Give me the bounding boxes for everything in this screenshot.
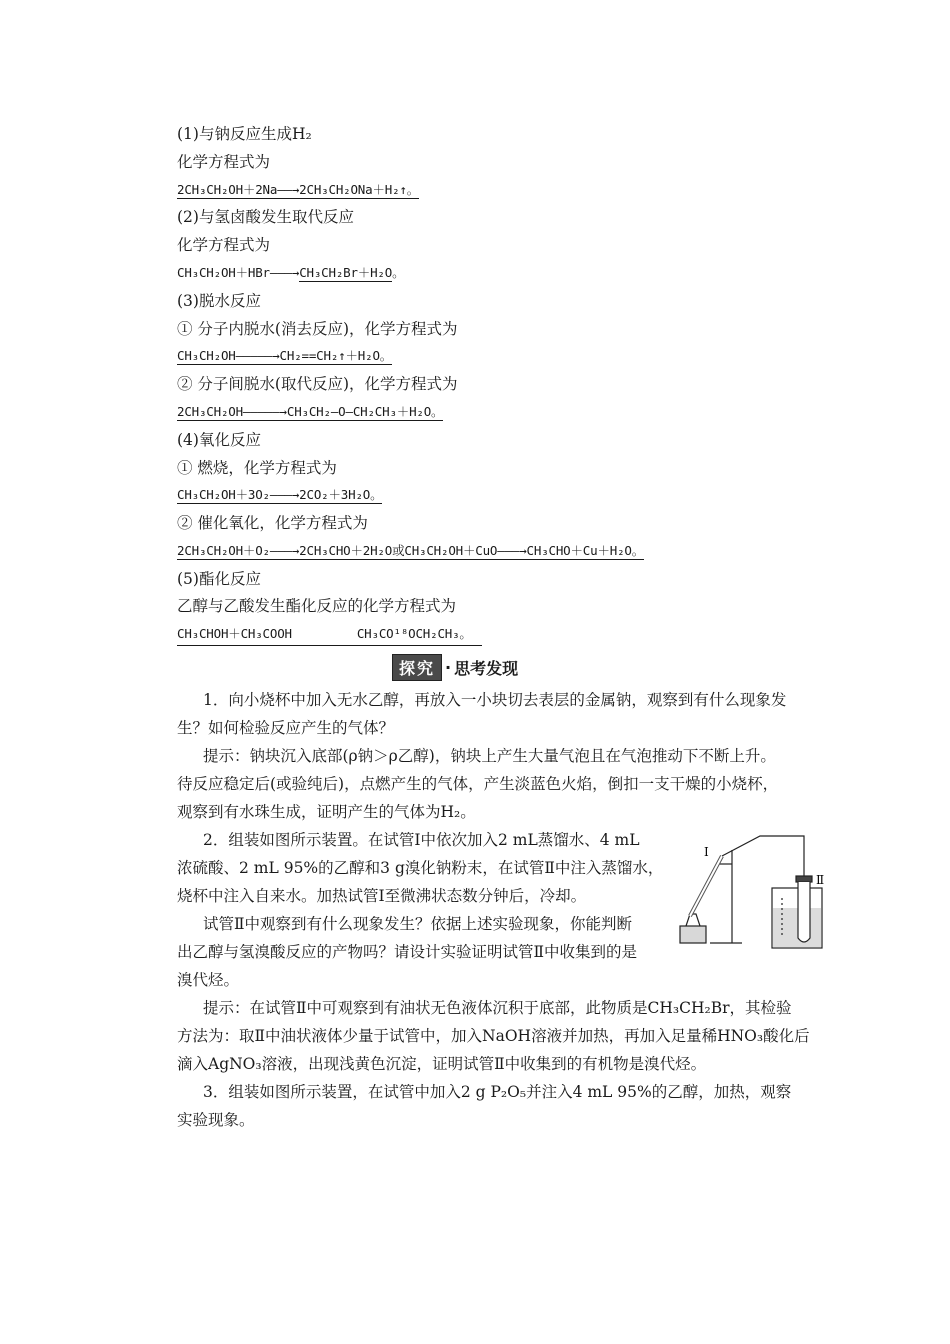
item3a-equation: CH₃CH₂OH—————→CH₂==CH₂↑＋H₂O。 xyxy=(177,348,393,363)
test-tube-1-inner xyxy=(690,856,722,916)
burner-flame xyxy=(686,914,700,926)
figure-label-1: Ⅰ xyxy=(704,845,709,859)
test-tube-2 xyxy=(798,882,810,942)
apparatus-figure xyxy=(676,828,826,953)
item5-equation xyxy=(177,624,482,646)
section-heading xyxy=(392,655,518,679)
question2-line3: 烧杯中注入自来水。加热试管Ⅰ至微沸状态数分钟后，冷却。 xyxy=(177,887,587,905)
answer1-line1: 提示：钠块沉入底部(ρ钠＞ρ乙醇)，钠块上产生大量气泡且在气泡推动下不断上升。 xyxy=(203,747,776,765)
question2-line2: 浓硫酸、2 mL 95%的乙醇和3 g溴化钠粉末，在试管Ⅱ中注入蒸馏水， xyxy=(177,859,664,877)
question1-line2: 生？如何检验反应产生的气体？ xyxy=(177,719,395,737)
beaker-water xyxy=(773,908,821,947)
answer2-line1: 提示：在试管Ⅱ中可观察到有油状无色液体沉积于底部，此物质是CH₃CH₂Br，其检验 xyxy=(203,999,792,1017)
question3-line2: 实验现象。 xyxy=(177,1111,255,1129)
section-heading-box: 探究 xyxy=(392,654,442,681)
burner-base xyxy=(680,926,706,943)
item4a-equation: CH₃CH₂OH＋3O₂———→2CO₂＋3H₂O。 xyxy=(177,487,383,502)
item4a-label: ① 燃烧，化学方程式为 xyxy=(177,459,337,477)
item2-eq-right: CH₃CH₂Br＋H₂O xyxy=(299,265,393,280)
item5-eq-left: CH₃CHOH＋CH₃COOH xyxy=(177,626,292,641)
section-heading-dot: · xyxy=(445,657,452,677)
answer1-line2: 待反应稳定后(或验纯后)，点燃产生的气体，产生淡蓝色火焰，倒扣一支干燥的小烧杯， xyxy=(177,775,779,793)
item2-eq-left: CH₃CH₂OH＋HBr———→ xyxy=(177,265,300,280)
item1-equation: 2CH₃CH₂OH＋2Na——→2CH₃CH₂ONa＋H₂↑。 xyxy=(177,182,420,197)
answer2-line3: 滴入AgNO₃溶液，出现浅黄色沉淀，证明试管Ⅱ中收集到的有机物是溴代烃。 xyxy=(177,1055,707,1073)
question2-line4: 试管Ⅱ中观察到有什么现象发生？依据上述实验现象，你能判断 xyxy=(203,915,633,933)
question2-line1: 2．组装如图所示装置。在试管Ⅰ中依次加入2 mL蒸馏水、4 mL xyxy=(203,831,640,849)
item5-label: 乙醇与乙酸发生酯化反应的化学方程式为 xyxy=(177,597,457,615)
question3-line1: 3．组装如图所示装置，在试管中加入2 g P₂O₅并注入4 mL 95%的乙醇，加热，观察 xyxy=(203,1083,792,1101)
item3b-equation: 2CH₃CH₂OH—————→CH₃CH₂—O—CH₂CH₃＋H₂O。 xyxy=(177,404,444,419)
item4b-equation: 2CH₃CH₂OH＋O₂———→2CH₃CHO＋2H₂O或CH₃CH₂OH＋CuO———→CH₃CHO＋Cu＋H₂O。 xyxy=(177,543,645,558)
answer2-line2: 方法为：取Ⅱ中油状液体少量于试管中，加入NaOH溶液并加热，再加入足量稀HNO₃酸化后 xyxy=(177,1027,810,1045)
item2-eq-end: 。 xyxy=(392,265,405,280)
answer1-line3: 观察到有水珠生成，证明产生的气体为H₂。 xyxy=(177,803,476,821)
stopper xyxy=(796,876,812,882)
item2-title: (2)与氢卤酸发生取代反应 xyxy=(177,208,354,226)
question2-line5: 出乙醇与氢溴酸反应的产物吗？请设计实验证明试管Ⅱ中收集到的是 xyxy=(177,943,638,961)
item1-label: 化学方程式为 xyxy=(177,153,271,171)
item2-equation xyxy=(177,263,404,283)
item4b-label: ② 催化氧化，化学方程式为 xyxy=(177,514,368,532)
question2-line6: 溴代烃。 xyxy=(177,971,240,989)
item2-label: 化学方程式为 xyxy=(177,236,271,254)
section-heading-title: 思考发现 xyxy=(454,658,519,678)
item1-title: (1)与钠反应生成H₂ xyxy=(177,125,312,143)
figure-label-2: Ⅱ xyxy=(816,873,825,887)
item5-eq-right: CH₃CO¹⁸OCH₂CH₃。 xyxy=(356,626,472,641)
question1-line1: 1．向小烧杯中加入无水乙醇，再放入一小块切去表层的金属钠，观察到有什么现象发 xyxy=(203,691,787,709)
item4-title: (4)氧化反应 xyxy=(177,431,261,449)
item3b-label: ② 分子间脱水(取代反应)，化学方程式为 xyxy=(177,375,458,393)
delivery-tube xyxy=(722,836,804,890)
item5-title: (5)酯化反应 xyxy=(177,570,261,588)
item3-title: (3)脱水反应 xyxy=(177,292,261,310)
item3a-label: ① 分子内脱水(消去反应)，化学方程式为 xyxy=(177,320,458,338)
